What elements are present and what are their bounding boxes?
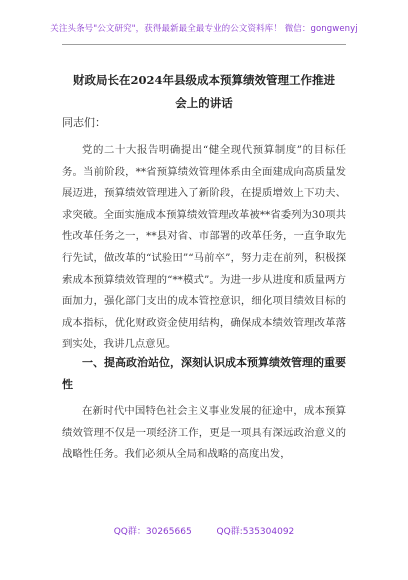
header-divider — [62, 44, 346, 45]
document-title: 财政局长在2024年县级成本预算绩效管理工作推进会上的讲话 — [72, 73, 335, 110]
header-banner: 关注头条号"公文研究"，获得最新最全最专业的公文资料库！ 微信：gongwenyj — [50, 24, 358, 34]
salutation: 同志们： — [62, 116, 106, 129]
footer-qq-groups: QQ群：30265665 QQ群:535304092 — [113, 527, 295, 537]
paragraph-intro: 党的二十大报告明确提出“健全现代预算制度”的目标任务。当前阶段，**省预算绩效管理体系由全面建成向高质量发展迈进，预算绩效管理进入了新阶段，在提质增效上下功夫、求突破。全面实施成本预算绩效管理改革被**省委列为30项共性改革任务之一，**县对省、市部署的改革任务，一直争取先行先试，做改革的“试验田”“马前卒”，努力走在前列，积极探索成本预算绩效管理的“**模式”。为进一步从进度和质量两方面加力，强化部门支出的成本管控意识，细化项目绩效目标的成本指标，优化财政资金使用结构，确保成本绩效管理改革落到实处，我讲几点意见。 — [62, 144, 346, 351]
paragraph-section-1: 在新时代中国特色社会主义事业发展的征途中，成本预算绩效管理不仅是一项经济工作，更是一项具有深远政治意义的战略性任务。我们必须从全局和战略的高度出发， — [62, 405, 346, 461]
section-heading-1: 一、提高政治站位，深刻认识成本预算绩效管理的重要性 — [62, 356, 346, 391]
